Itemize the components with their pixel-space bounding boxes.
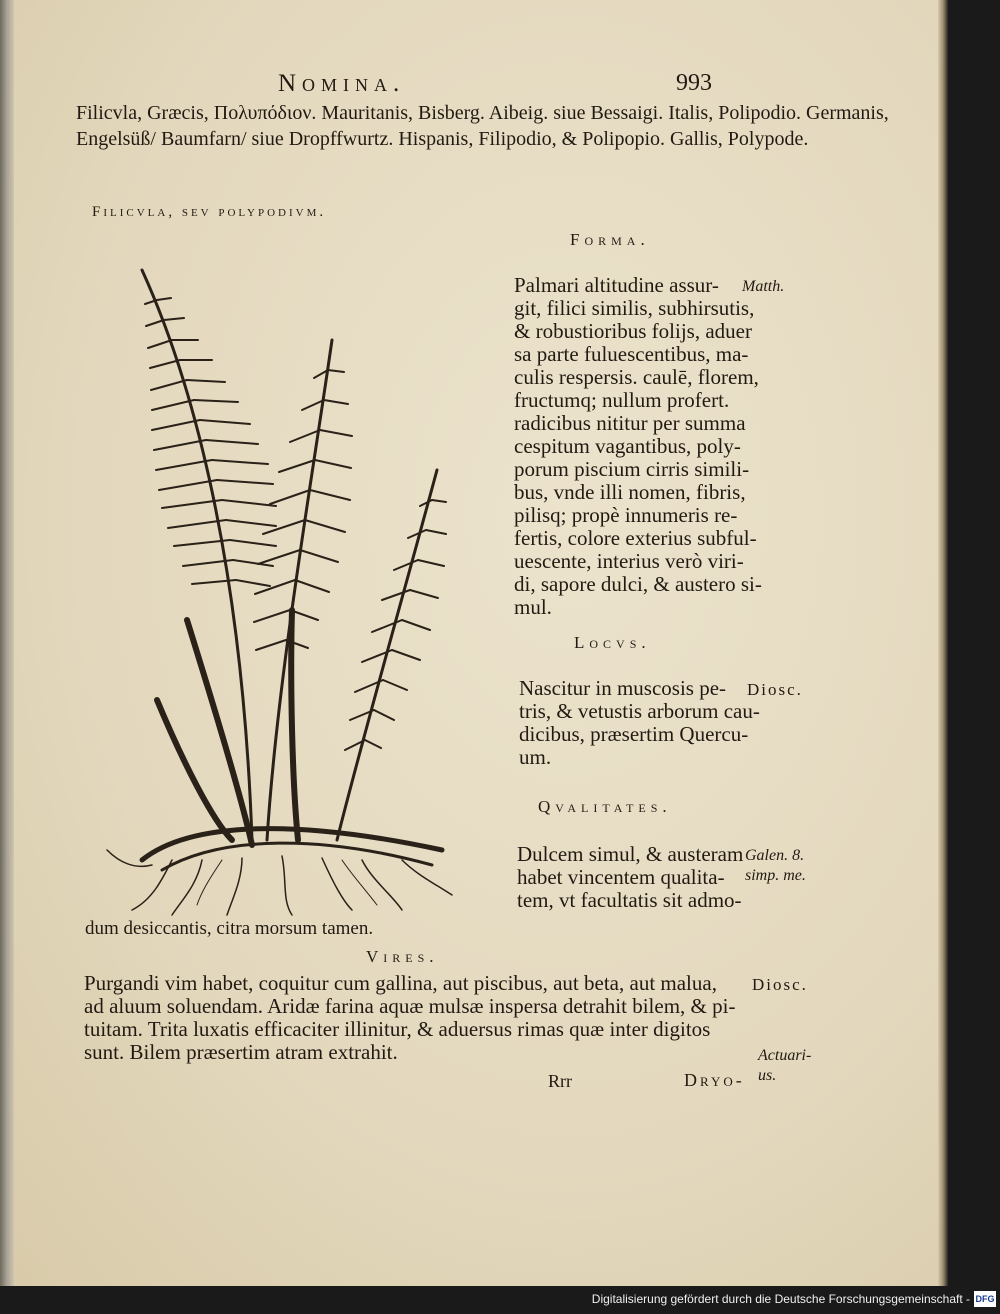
margin-line: Actuari- — [758, 1047, 812, 1064]
footer-credit: Digitalisierung gefördert durch die Deutsche Forschungsgemeinschaft - — [591, 1292, 970, 1306]
text-line: cespitum vagantibus, poly- — [514, 434, 741, 458]
margin-note-galen — [745, 846, 806, 886]
signature-mark: Rrr — [548, 1071, 572, 1091]
text-line: radicibus nititur per summa — [514, 411, 746, 435]
dfg-logo: DFG — [974, 1291, 996, 1307]
qualitates-continuation: dum desiccantis, citra morsum tamen. — [85, 918, 374, 939]
page-right-edge — [938, 0, 948, 1286]
text-line: Purgandi vim habet, coquitur cum gallina, aut piscibus, aut beta, aut malua, — [84, 971, 717, 995]
text-line: uescente, interius verò viri- — [514, 549, 744, 573]
text-line: bus, vnde illi nomen, fibris, — [514, 480, 746, 504]
text-line: mul. — [514, 595, 552, 619]
margin-note-actuarius — [758, 1046, 811, 1086]
text-line: tem, vt facultatis sit admo- — [517, 888, 742, 912]
figure-caption: Filicvla, sev polypodivm. — [92, 204, 327, 220]
margin-note-dioscorides: Diosc. — [747, 680, 803, 699]
text-line: git, filici similis, subhirsutis, — [514, 296, 755, 320]
text-line: dicibus, præsertim Quercu- — [519, 722, 749, 746]
locus-paragraph — [519, 677, 760, 769]
text-line: pilisq; propè innumeris re- — [514, 503, 738, 527]
page-header-title: Nomina. — [278, 70, 406, 97]
text-line: tuitam. Trita luxatis efficaciter illinitur, & aduersus rimas quæ inter digitos — [84, 1017, 711, 1041]
fern-woodcut-illustration — [102, 260, 472, 920]
qualitates-paragraph — [517, 843, 743, 912]
vires-paragraph — [84, 972, 784, 1064]
margin-note-matthiolus: Matth. — [742, 278, 785, 295]
catchword: Dryo- — [684, 1070, 745, 1090]
margin-line: us. — [758, 1067, 777, 1084]
text-line: fructumq; nullum profert. — [514, 388, 730, 412]
margin-note-dioscorides-2: Diosc. — [752, 975, 808, 994]
text-line: di, sapore dulci, & austero si- — [514, 572, 762, 596]
section-heading-vires: Vires. — [366, 947, 439, 966]
book-spine-edge — [0, 0, 14, 1286]
section-heading-locus: Locvs. — [574, 633, 651, 652]
footer-bar — [0, 1286, 1000, 1314]
text-line: porum piscium cirris simili- — [514, 457, 750, 481]
text-line: ad aluum soluendam. Aridæ farina aquæ mulsæ inspersa detrahit bilem, & pi- — [84, 994, 736, 1018]
section-heading-forma: Forma. — [570, 230, 650, 249]
forma-paragraph — [514, 274, 762, 619]
page-number: 993 — [676, 70, 712, 96]
section-heading-qualitates: Qvalitates. — [538, 797, 672, 816]
text-line: um. — [519, 745, 552, 769]
margin-line: simp. me. — [745, 867, 806, 884]
text-line: & robustioribus folijs, aduer — [514, 319, 752, 343]
text-line: sa parte fuluescentibus, ma- — [514, 342, 749, 366]
text-line: Nascitur in muscosis pe- — [519, 676, 727, 700]
nomina-paragraph: Filicvla, Græcis, Πολυπόδιον. Mauritanis, Bisberg. Aibeig. siue Bessaigi. Italis, Polipodio. Germanis, Engelsüß/ Baumfarn/ siue Dropffwurtz. Hispanis, Filipodio, & Polipopio. Gallis, Polypode. — [76, 102, 889, 150]
text-line: Palmari altitudine assur- — [514, 273, 719, 297]
text-line: tris, & vetustis arborum cau- — [519, 699, 760, 723]
text-line: Dulcem simul, & austeram — [517, 842, 744, 866]
text-line: culis respersis. caulē, florem, — [514, 365, 759, 389]
text-line: fertis, colore exterius subful- — [514, 526, 757, 550]
text-line: habet vincentem qualita- — [517, 865, 725, 889]
text-line: sunt. Bilem præsertim atram extrahit. — [84, 1040, 398, 1064]
margin-line: Galen. 8. — [745, 847, 805, 864]
